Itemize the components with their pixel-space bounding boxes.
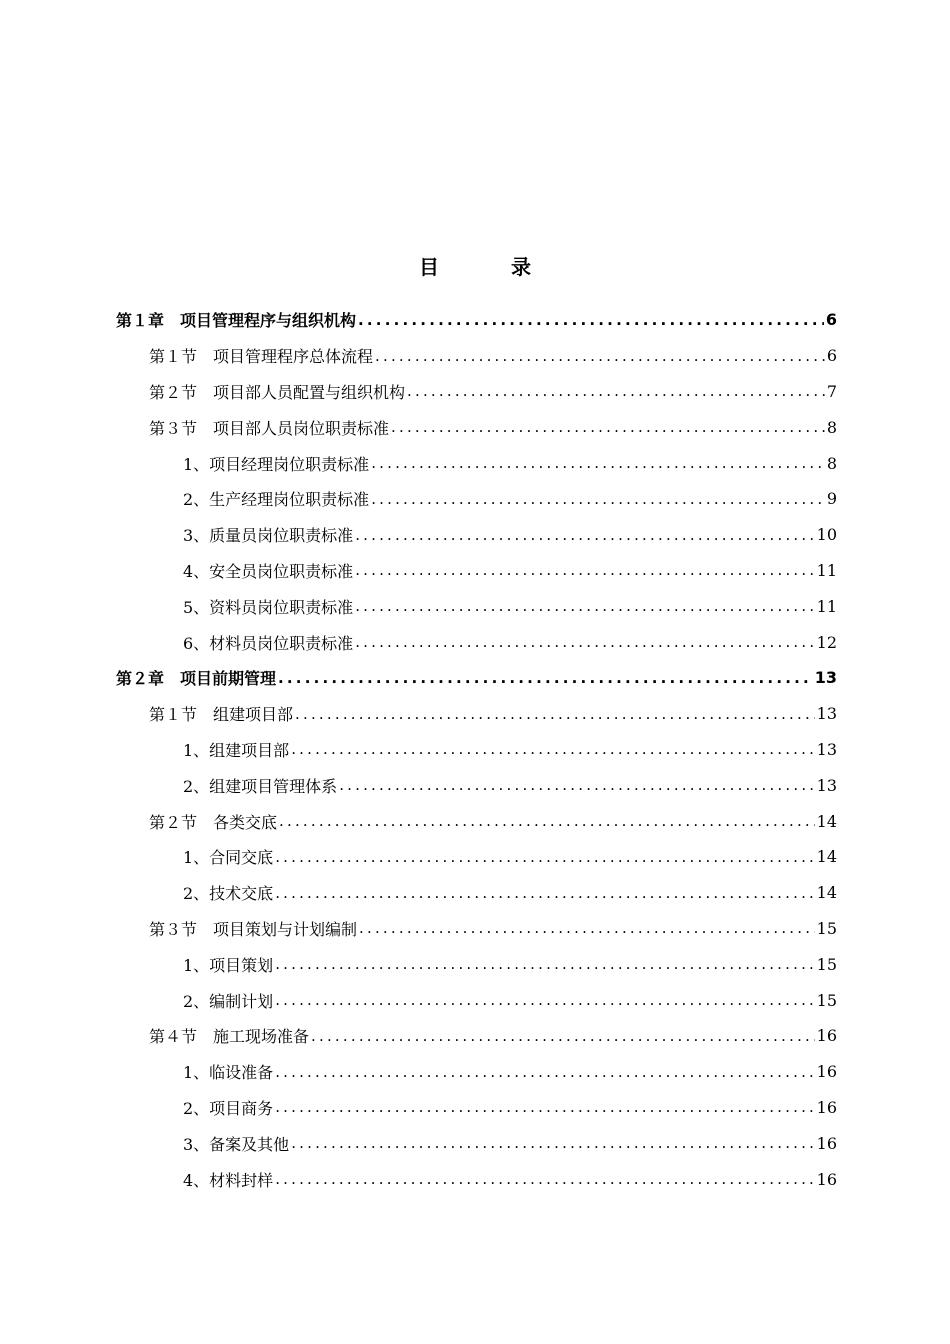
toc-dot-leader: [355, 598, 814, 614]
toc-section-entry[interactable]: [0, 374, 950, 410]
toc-page-number: 16: [816, 1169, 837, 1189]
toc-entry-text: 1、合同交底: [183, 848, 274, 868]
toc-dot-leader: [275, 1171, 814, 1187]
toc-entry-text: 第１节 项目管理程序总体流程: [149, 347, 374, 367]
toc-dot-leader: [275, 1099, 814, 1115]
toc-subsection-entry[interactable]: [0, 588, 950, 624]
toc-entry-text: 3、备案及其他: [183, 1134, 290, 1154]
toc-entry-text: 2、组建项目管理体系: [183, 776, 338, 796]
toc-dot-leader: [311, 1028, 815, 1044]
toc-page-number: 16: [816, 1097, 837, 1117]
toc-dot-leader: [391, 419, 825, 435]
toc-page-number: 14: [816, 847, 837, 867]
toc-dot-leader: [371, 491, 825, 507]
toc-dot-leader: [291, 741, 814, 757]
toc-page-number: 6: [826, 346, 837, 366]
toc-page-number: 16: [816, 1133, 837, 1153]
toc-page-number: 13: [814, 668, 837, 688]
toc-entry-text: 第２章 项目前期管理: [116, 669, 277, 689]
toc-page-number: 16: [816, 1062, 837, 1082]
toc-dot-leader: [275, 849, 814, 865]
toc-entry-text: 第２节 各类交底: [149, 812, 278, 832]
toc-list: [0, 302, 950, 1197]
toc-entry-text: 4、材料封样: [183, 1170, 274, 1190]
toc-entry-text: 3、质量员岗位职责标准: [183, 526, 354, 546]
toc-dot-leader: [355, 634, 814, 650]
toc-subsection-entry[interactable]: [0, 553, 950, 589]
toc-entry-text: 1、项目策划: [183, 955, 274, 975]
toc-section-entry[interactable]: [0, 338, 950, 374]
toc-subsection-entry[interactable]: [0, 946, 950, 982]
toc-dot-leader: [375, 348, 825, 364]
toc-page-number: 7: [826, 381, 837, 401]
toc-page-number: 9: [826, 489, 837, 509]
toc-page-number: 10: [816, 525, 837, 545]
toc-dot-leader: [339, 777, 814, 793]
toc-chapter-entry[interactable]: [0, 660, 950, 696]
toc-entry-text: 第３节 项目策划与计划编制: [149, 919, 358, 939]
toc-page-number: 11: [816, 596, 837, 616]
toc-entry-text: 2、生产经理岗位职责标准: [183, 490, 370, 510]
toc-entry-text: 第３节 项目部人员岗位职责标准: [149, 418, 390, 438]
toc-entry-text: 第１章 项目管理程序与组织机构: [116, 311, 357, 331]
toc-subsection-entry[interactable]: [0, 1125, 950, 1161]
toc-subsection-entry[interactable]: [0, 767, 950, 803]
toc-entry-text: 第２节 项目部人员配置与组织机构: [149, 382, 406, 402]
toc-subsection-entry[interactable]: [0, 517, 950, 553]
toc-dot-leader: [371, 455, 825, 471]
toc-entry-text: 1、项目经理岗位职责标准: [183, 454, 370, 474]
toc-dot-leader: [355, 562, 814, 578]
toc-dot-leader: [275, 885, 814, 901]
toc-dot-leader: [291, 1135, 814, 1151]
toc-dot-leader: [275, 956, 814, 972]
toc-page-number: 15: [816, 954, 837, 974]
toc-page-number: 8: [826, 453, 837, 473]
toc-entry-text: 2、项目商务: [183, 1098, 274, 1118]
toc-page-number: 13: [816, 775, 837, 795]
toc-entry-text: 5、资料员岗位职责标准: [183, 597, 354, 617]
toc-page-number: 13: [816, 704, 837, 724]
toc-page-number: 14: [816, 811, 837, 831]
toc-dot-leader: [358, 312, 824, 328]
toc-page-number: 11: [816, 560, 837, 580]
toc-subsection-entry[interactable]: [0, 1090, 950, 1126]
toc-dot-leader: [279, 813, 815, 829]
toc-dot-leader: [407, 383, 825, 399]
toc-entry-text: 1、临设准备: [183, 1063, 274, 1083]
toc-section-entry[interactable]: [0, 696, 950, 732]
toc-dot-leader: [275, 1064, 814, 1080]
toc-dot-leader: [275, 992, 814, 1008]
toc-subsection-entry[interactable]: [0, 732, 950, 768]
toc-entry-text: 4、安全员岗位职责标准: [183, 561, 354, 581]
toc-chapter-entry[interactable]: [0, 302, 950, 338]
toc-entry-text: 第１节 组建项目部: [149, 705, 294, 725]
toc-subsection-entry[interactable]: [0, 481, 950, 517]
toc-subsection-entry[interactable]: [0, 624, 950, 660]
toc-page-number: 6: [825, 310, 837, 330]
toc-section-entry[interactable]: [0, 911, 950, 947]
toc-subsection-entry[interactable]: [0, 982, 950, 1018]
toc-entry-text: 1、组建项目部: [183, 740, 290, 760]
toc-page-number: 13: [816, 739, 837, 759]
toc-subsection-entry[interactable]: [0, 839, 950, 875]
toc-subsection-entry[interactable]: [0, 445, 950, 481]
toc-subsection-entry[interactable]: [0, 875, 950, 911]
toc-page-number: 16: [816, 1026, 837, 1046]
toc-section-entry[interactable]: [0, 803, 950, 839]
toc-entry-text: 第４节 施工现场准备: [149, 1027, 310, 1047]
toc-page-number: 15: [816, 990, 837, 1010]
toc-page-number: 14: [816, 883, 837, 903]
toc-subsection-entry[interactable]: [0, 1161, 950, 1197]
toc-section-entry[interactable]: [0, 409, 950, 445]
toc-entry-text: 6、材料员岗位职责标准: [183, 633, 354, 653]
toc-dot-leader: [355, 527, 814, 543]
toc-entry-text: 2、技术交底: [183, 884, 274, 904]
toc-dot-leader: [278, 670, 813, 686]
toc-dot-leader: [359, 920, 815, 936]
toc-page-number: 12: [816, 632, 837, 652]
toc-subsection-entry[interactable]: [0, 1054, 950, 1090]
toc-dot-leader: [295, 706, 815, 722]
toc-title: 目 录: [419, 255, 557, 279]
toc-entry-text: 2、编制计划: [183, 991, 274, 1011]
toc-page-number: 8: [826, 417, 837, 437]
toc-section-entry[interactable]: [0, 1018, 950, 1054]
toc-page-number: 15: [816, 918, 837, 938]
